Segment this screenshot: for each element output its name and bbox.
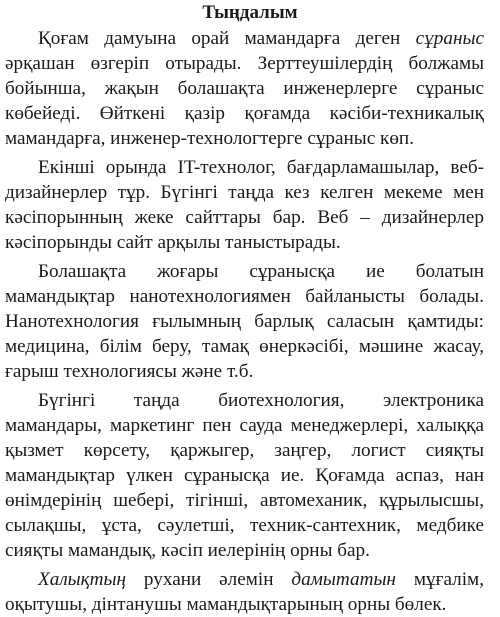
paragraph-5	[0, 567, 500, 617]
paragraph-3	[0, 259, 500, 384]
paragraph-2-segment-1: Екінші орында IT-технолог, бағдарламашылар, веб-дизайнерлер тұр. Бүгінгі таңда кез келген мекеме мен кәсіпорынның жеке сайттары бар. Веб – дизайнерлер кәсіпорынды сайт арқылы таныстырады.	[5, 157, 484, 253]
paragraph-4-segment-1: Бүгінгі таңда биотехнология, электроника мамандары, маркетинг пен сауда менеджерлері, халыққа қызмет көрсету, қаржыгер, заңгер, логист сияқты мамандықтар үлкен сұранысқа ие. Қоғамда аспаз, нан өнімдерінің шебері, тігінші, автомеханик, құрылысшы, сылақшы, ұста, сәулетші, техник-сантехник, медбике сияқты мамандық, кәсіп иелерінің орны бар.	[5, 390, 484, 561]
document-title: Тыңдалым	[202, 2, 298, 23]
paragraph-1-segment-3: әрқашан өзгеріп отырады. Зерттеушілердің болжамы бойынша, жақын болашақта инженерлерге сұраныс көбейеді. Өйткені қазір қоғамда кәсіби-техникалық мамандарға, инженер-технологтерге сұраныс көп.	[5, 53, 484, 149]
paragraph-5-segment-2: рухани әлемін	[126, 569, 292, 590]
paragraph-5-segment-4: мұғалім, оқытушы, дінтанушы мамандықтарының орны бөлек.	[5, 569, 484, 615]
paragraph-1-italic-word: сұраныс	[415, 28, 484, 49]
paragraph-5-italic-word-2: дамытатын	[291, 569, 396, 590]
paragraph-1-segment-1: Қоғам дамуына орай мамандарға деген	[38, 28, 416, 49]
paragraph-3-segment-1: Болашақта жоғары сұранысқа ие болатын мамандықтар нанотехнологиямен байланысты болады. Нанотехнология ғылымның барлық саласын қамтиды: медицина, білім беру, тамақ өнеркәсібі, мәшине жасау, ғарыш технологиясы және т.б.	[5, 261, 484, 382]
paragraph-4	[0, 388, 500, 563]
paragraph-5-italic-word-1: Халықтың	[38, 569, 127, 590]
paragraph-2	[0, 155, 500, 255]
paragraph-1	[0, 26, 500, 151]
